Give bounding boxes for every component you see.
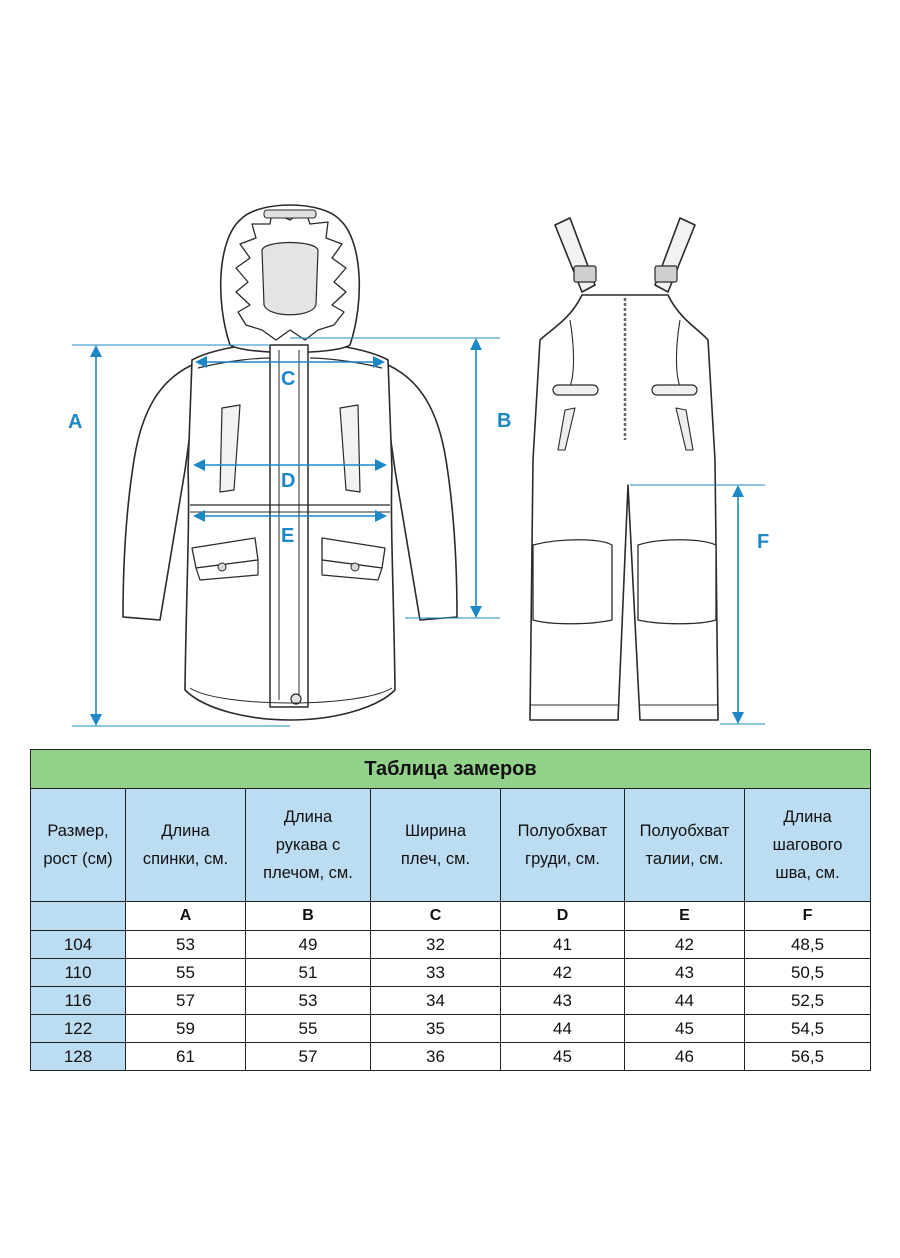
header-line: Полуобхват bbox=[639, 822, 730, 840]
value-cell: 44 bbox=[501, 1015, 625, 1043]
dim-label-a: A bbox=[68, 411, 83, 433]
value-cell: 49 bbox=[246, 931, 371, 959]
header-cell-0 bbox=[31, 789, 126, 902]
header-line: груди, см. bbox=[525, 850, 600, 868]
header-cell-4 bbox=[501, 789, 625, 902]
value-cell: 52,5 bbox=[745, 987, 871, 1015]
value-cell: 57 bbox=[126, 987, 246, 1015]
value-cell: 53 bbox=[246, 987, 371, 1015]
table-row bbox=[31, 931, 871, 959]
overalls-illustration bbox=[530, 218, 718, 720]
header-cell-2 bbox=[246, 789, 371, 902]
size-cell: 116 bbox=[31, 987, 126, 1015]
value-cell: 48,5 bbox=[745, 931, 871, 959]
value-cell: 55 bbox=[126, 959, 246, 987]
header-line: шагового bbox=[772, 836, 843, 854]
letter-cell-2: B bbox=[246, 902, 371, 931]
header-line: Размер, bbox=[47, 822, 109, 840]
header-line: шва, см. bbox=[775, 864, 840, 882]
table-row bbox=[31, 959, 871, 987]
header-line: рост (см) bbox=[43, 850, 113, 868]
dim-label-d: D bbox=[281, 470, 296, 492]
table-row bbox=[31, 1015, 871, 1043]
value-cell: 55 bbox=[246, 1015, 371, 1043]
value-cell: 36 bbox=[371, 1043, 501, 1071]
value-cell: 54,5 bbox=[745, 1015, 871, 1043]
header-row bbox=[31, 789, 871, 902]
value-cell: 61 bbox=[126, 1043, 246, 1071]
size-cell: 122 bbox=[31, 1015, 126, 1043]
header-line: Длина bbox=[283, 808, 333, 826]
letter-cell-1: A bbox=[126, 902, 246, 931]
value-cell: 50,5 bbox=[745, 959, 871, 987]
letter-cell-4: D bbox=[501, 902, 625, 931]
value-cell: 45 bbox=[625, 1015, 745, 1043]
header-cell-6 bbox=[745, 789, 871, 902]
header-line: спинки, см. bbox=[142, 850, 229, 868]
table-row bbox=[31, 987, 871, 1015]
value-cell: 35 bbox=[371, 1015, 501, 1043]
dim-label-c: C bbox=[281, 368, 296, 390]
value-cell: 43 bbox=[625, 959, 745, 987]
value-cell: 42 bbox=[625, 931, 745, 959]
header-line: Полуобхват bbox=[517, 822, 608, 840]
size-cell: 110 bbox=[31, 959, 126, 987]
letter-cell-6: F bbox=[745, 902, 871, 931]
header-line: Длина bbox=[161, 822, 210, 840]
value-cell: 42 bbox=[501, 959, 625, 987]
value-cell: 56,5 bbox=[745, 1043, 871, 1071]
table-title: Таблица замеров bbox=[31, 750, 871, 789]
value-cell: 34 bbox=[371, 987, 501, 1015]
value-cell: 46 bbox=[625, 1043, 745, 1071]
value-cell: 44 bbox=[625, 987, 745, 1015]
letter-cell-0 bbox=[31, 902, 126, 931]
size-cell: 128 bbox=[31, 1043, 126, 1071]
value-cell: 41 bbox=[501, 931, 625, 959]
dim-label-f: F bbox=[757, 531, 770, 553]
table-row bbox=[31, 1043, 871, 1071]
header-cell-5 bbox=[625, 789, 745, 902]
value-cell: 45 bbox=[501, 1043, 625, 1071]
dim-label-e: E bbox=[281, 525, 295, 547]
header-line: талии, см. bbox=[645, 850, 724, 868]
header-line: Длина bbox=[783, 808, 832, 826]
value-cell: 59 bbox=[126, 1015, 246, 1043]
value-cell: 53 bbox=[126, 931, 246, 959]
value-cell: 32 bbox=[371, 931, 501, 959]
dim-label-b: B bbox=[497, 410, 512, 432]
letter-cell-3: C bbox=[371, 902, 501, 931]
value-cell: 57 bbox=[246, 1043, 371, 1071]
value-cell: 33 bbox=[371, 959, 501, 987]
header-line: Ширина bbox=[404, 822, 467, 840]
size-table bbox=[30, 749, 871, 1071]
value-cell: 43 bbox=[501, 987, 625, 1015]
size-cell: 104 bbox=[31, 931, 126, 959]
letter-cell-5: E bbox=[625, 902, 745, 931]
header-line: плечом, см. bbox=[263, 864, 353, 882]
table-body bbox=[31, 931, 871, 1071]
value-cell: 51 bbox=[246, 959, 371, 987]
header-line: плеч, см. bbox=[400, 850, 471, 868]
letter-row bbox=[31, 902, 871, 931]
header-line: рукава с bbox=[275, 836, 341, 854]
header-cell-3 bbox=[371, 789, 501, 902]
header-cell-1 bbox=[126, 789, 246, 902]
parka-illustration bbox=[123, 205, 457, 720]
